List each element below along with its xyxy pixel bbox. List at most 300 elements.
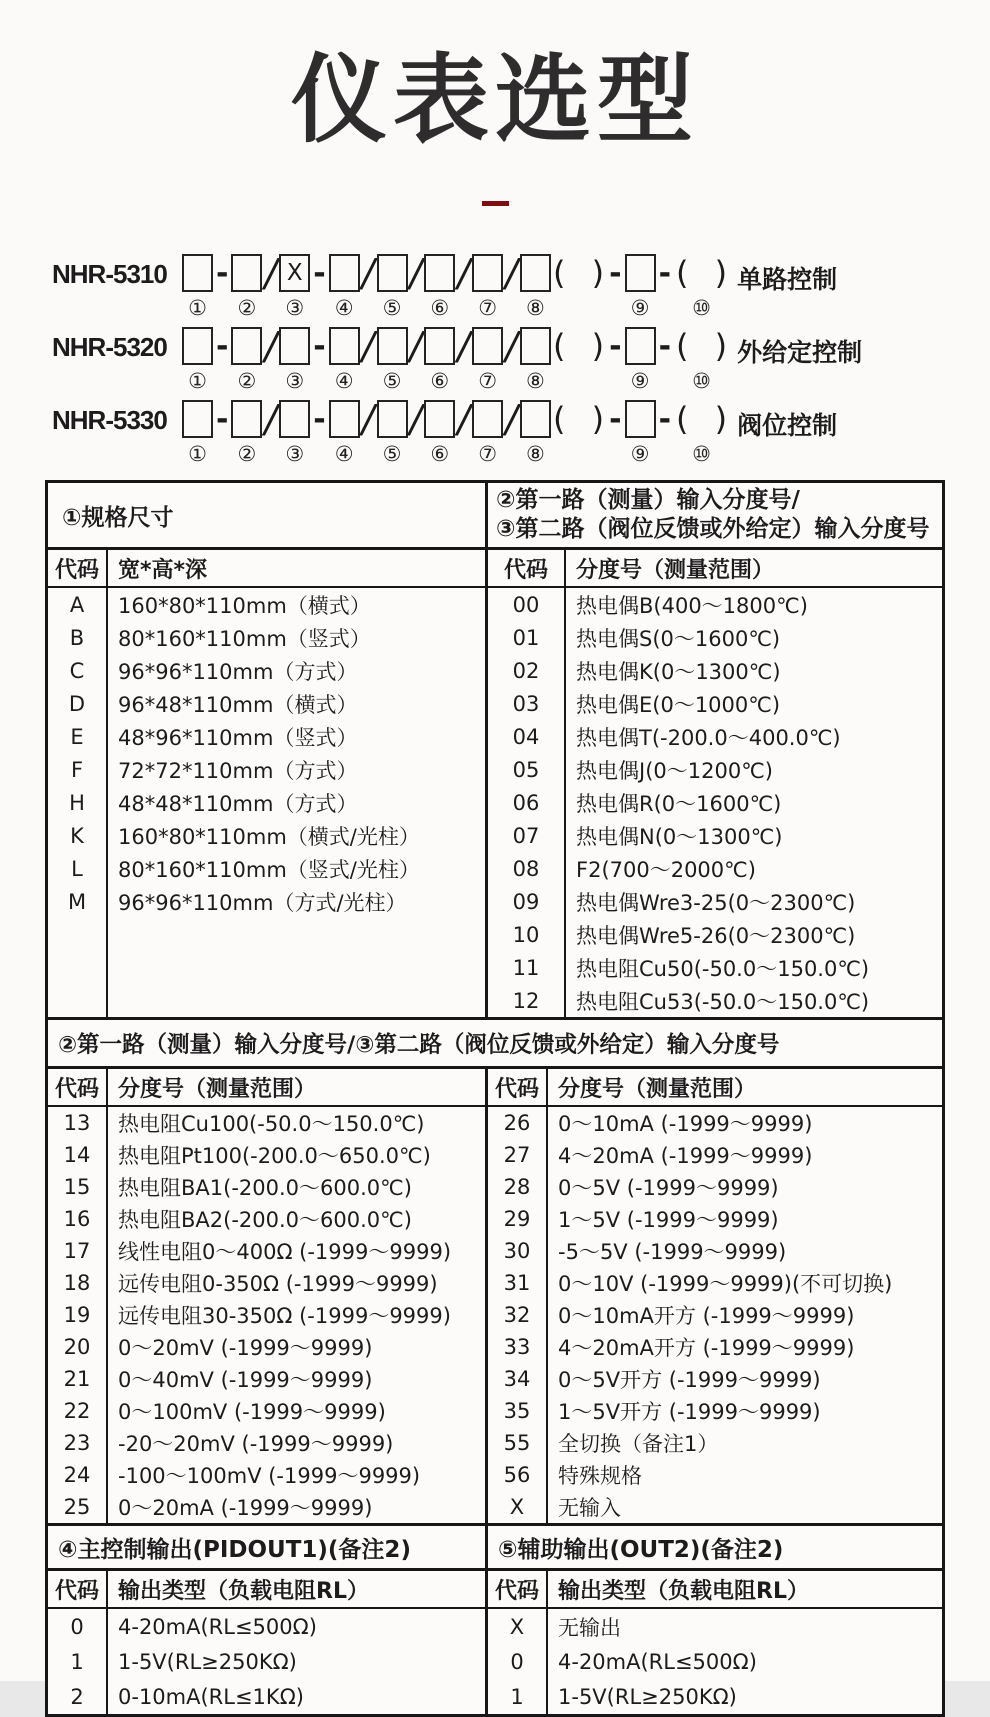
input-index-header-line2: ③第二路（阀位反馈或外给定）输入分度号 (496, 516, 930, 542)
code-column-header: 代码 (48, 1571, 108, 1607)
code-cell: 15 (48, 1171, 108, 1203)
circle-number: ④ (334, 296, 354, 320)
code-slot (377, 250, 408, 320)
code-slot (606, 396, 624, 466)
code-slot (360, 396, 377, 466)
code-slot (408, 323, 425, 393)
code-cell: 08 (488, 852, 566, 885)
code-slot (606, 323, 624, 393)
code-cell: 16 (48, 1203, 108, 1235)
code-cell: 14 (48, 1139, 108, 1171)
table-row (48, 852, 485, 885)
value-cell: 0～5V (-1999～9999) (558, 1176, 779, 1200)
code-slot (329, 323, 360, 393)
circle-number: ⑨ (630, 442, 650, 466)
slash-separator: / (361, 324, 375, 368)
table-row (488, 1363, 942, 1395)
code-slot (455, 323, 472, 393)
dash-separator: - (313, 401, 326, 437)
code-slot (424, 396, 455, 466)
slash-separator: / (264, 251, 278, 295)
code-slot (656, 323, 674, 393)
code-slot (279, 250, 310, 320)
dash-separator: - (216, 401, 229, 437)
table-row (48, 1491, 485, 1523)
code-slot (279, 323, 310, 393)
table-row (48, 720, 485, 753)
parentheses-slot: ( ) (676, 400, 728, 438)
value-column-header: 分度号（测量范围） (558, 1076, 757, 1102)
code-slot (360, 323, 377, 393)
code-box (231, 327, 262, 365)
code-slot (503, 250, 520, 320)
table-row (488, 654, 942, 687)
table-filler (48, 918, 485, 1017)
circle-number: ① (188, 442, 207, 466)
dash-separator: - (658, 328, 672, 364)
code-box (377, 254, 408, 292)
output-subtable-right (488, 1571, 942, 1714)
code-box (625, 400, 656, 438)
code-cell: 29 (488, 1203, 548, 1235)
value-cell: 热电阻Pt100(-200.0～650.0℃) (118, 1144, 431, 1168)
value-cell: 0～10mA (-1999～9999) (558, 1112, 813, 1136)
table-row (48, 1235, 485, 1267)
code-cell: 13 (48, 1107, 108, 1139)
table-row (488, 786, 942, 819)
circle-number: ④ (334, 442, 354, 466)
code-cell: 0 (488, 1644, 548, 1679)
code-cell: X (488, 1609, 548, 1644)
value-cell: 热电偶T(-200.0～400.0℃) (576, 725, 841, 750)
code-slot (674, 250, 729, 320)
code-cell: 01 (488, 621, 566, 654)
code-cell: C (48, 654, 108, 687)
value-column-header: 输出类型（负载电阻RL） (118, 1578, 369, 1604)
code-slot (472, 396, 503, 466)
slash-separator: / (505, 397, 518, 441)
input-subtable-2-left (48, 1069, 488, 1523)
table-row (488, 1491, 942, 1523)
code-cell: 28 (488, 1171, 548, 1203)
code-box (377, 400, 408, 438)
slash-separator: / (409, 324, 423, 368)
circle-number: ③ (285, 296, 305, 320)
value-cell: 0～40mV (-1999～9999) (118, 1368, 373, 1392)
value-column-header: 分度号（测量范围） (576, 557, 775, 583)
value-cell: 特殊规格 (558, 1464, 642, 1488)
circle-number: ③ (285, 442, 305, 466)
code-slot (520, 323, 551, 393)
code-box (520, 327, 551, 365)
code-cell: 06 (488, 786, 566, 819)
code-cell: 35 (488, 1395, 548, 1427)
code-slot (656, 396, 674, 466)
value-cell: 热电阻Cu100(-50.0～150.0℃) (118, 1112, 425, 1136)
code-cell: 02 (488, 654, 566, 687)
value-cell: 热电偶R(0～1600℃) (576, 791, 782, 816)
code-slot (213, 396, 231, 466)
code-cell: B (48, 621, 108, 654)
table-row (48, 1644, 485, 1679)
selection-table (45, 480, 945, 1717)
value-cell: 48*48*110mm（方式） (118, 791, 358, 816)
value-cell: -100～100mV (-1999～9999) (118, 1464, 421, 1488)
value-cell: 0～5V开方 (-1999～9999) (558, 1368, 821, 1392)
code-cell: 18 (48, 1267, 108, 1299)
parentheses-slot: ( ) (676, 327, 728, 365)
code-slot (503, 396, 520, 466)
code-cell: L (48, 852, 108, 885)
circle-number: ⑩ (692, 369, 711, 393)
input-index-section-banner: ②第一路（测量）输入分度号/③第二路（阀位反馈或外给定）输入分度号 (48, 1017, 942, 1066)
table-header-row (48, 550, 485, 588)
value-cell: 0～20mA (-1999～9999) (118, 1496, 373, 1520)
model-code-diagrams (52, 250, 862, 469)
value-cell: 96*96*110mm（方式） (118, 659, 358, 684)
code-slot (455, 250, 472, 320)
table-row (48, 1395, 485, 1427)
circle-number: ⑥ (430, 369, 450, 393)
code-cell: E (48, 720, 108, 753)
table-header-row (488, 550, 942, 588)
slash-separator: / (457, 397, 471, 441)
code-cell: 56 (488, 1459, 548, 1491)
value-cell: 热电偶Wre5-26(0～2300℃) (576, 923, 856, 948)
model-name: NHR-5330 (52, 405, 167, 435)
circle-number: ⑩ (692, 442, 711, 466)
table-row (488, 1609, 942, 1644)
code-cell: M (48, 885, 108, 918)
circle-number: ② (237, 442, 257, 466)
table-row (48, 1609, 485, 1644)
model-type-label: 外给定控制 (737, 338, 863, 367)
table-header-row (488, 1571, 942, 1609)
table-row (48, 1299, 485, 1331)
code-cell: 21 (48, 1363, 108, 1395)
value-cell: 48*96*110mm（竖式） (118, 725, 358, 750)
code-column-header: 代码 (488, 1069, 548, 1105)
code-column-header: 代码 (48, 550, 108, 586)
code-cell: 20 (48, 1331, 108, 1363)
code-column-header: 代码 (48, 1069, 108, 1105)
value-cell: 4～20mA开方 (-1999～9999) (558, 1336, 855, 1360)
code-slot (377, 323, 408, 393)
table-row (48, 1267, 485, 1299)
table-row (488, 588, 942, 621)
output-subtable-left (48, 1571, 488, 1714)
value-cell: -20～20mV (-1999～9999) (118, 1432, 394, 1456)
code-slot (262, 250, 279, 320)
code-box: X (279, 254, 310, 292)
code-cell: 55 (488, 1427, 548, 1459)
dash-separator: - (658, 255, 672, 291)
input-subtable-2-right (488, 1069, 942, 1523)
slash-separator: / (505, 324, 518, 368)
code-box (329, 327, 360, 365)
code-cell: D (48, 687, 108, 720)
code-box (329, 400, 360, 438)
value-cell: 热电偶Wre3-25(0～2300℃) (576, 890, 856, 915)
circle-number: ② (237, 369, 257, 393)
value-cell: 热电偶B(400～1800℃) (576, 593, 808, 618)
code-slot (310, 250, 328, 320)
value-cell: 热电偶E(0～1000℃) (576, 692, 781, 717)
code-slot (503, 323, 520, 393)
table-row (488, 753, 942, 786)
dash-separator: - (609, 328, 622, 364)
table-row (488, 1679, 942, 1714)
model-type-label: 阀位控制 (737, 411, 838, 440)
code-slot (231, 396, 262, 466)
code-slot (625, 250, 656, 320)
table-row (488, 1171, 942, 1203)
code-box (472, 327, 503, 365)
table-row (48, 885, 485, 918)
output-section (48, 1568, 942, 1714)
circle-number: ⑤ (382, 442, 402, 466)
table-row (488, 1107, 942, 1139)
code-slot (377, 396, 408, 466)
code-slot (656, 250, 674, 320)
slash-separator: / (409, 397, 423, 441)
code-box (182, 327, 213, 365)
table-row (48, 1363, 485, 1395)
value-cell: 热电阻Cu50(-50.0～150.0℃) (576, 956, 870, 981)
circle-number: ① (188, 296, 207, 320)
value-cell: 热电偶J(0～1200℃) (576, 758, 773, 783)
code-slot (625, 323, 656, 393)
value-column-header: 输出类型（负载电阻RL） (558, 1578, 809, 1604)
code-box (520, 400, 551, 438)
code-slot (551, 323, 606, 393)
code-slot (408, 396, 425, 466)
code-box (182, 400, 213, 438)
value-cell: 0～20mV (-1999～9999) (118, 1336, 373, 1360)
table-header-row (488, 1069, 942, 1107)
code-slot (551, 250, 606, 320)
value-cell: 远传电阻30-350Ω (-1999～9999) (118, 1304, 451, 1328)
value-cell: 无输入 (558, 1496, 621, 1520)
table-row (488, 621, 942, 654)
model-code-sequence (182, 250, 729, 320)
value-cell: 96*96*110mm（方式/光柱） (118, 890, 407, 915)
value-cell: 1-5V(RL≥250KΩ) (558, 1684, 737, 1709)
model-code-sequence (182, 396, 729, 466)
code-cell: 26 (488, 1107, 548, 1139)
value-column-header: 宽*高*深 (118, 557, 208, 583)
code-cell: F (48, 753, 108, 786)
circle-number: ⑩ (692, 296, 711, 320)
value-cell: 线性电阻0～400Ω (-1999～9999) (118, 1240, 452, 1264)
value-cell: F2(700～2000℃) (576, 857, 756, 882)
code-slot (310, 396, 328, 466)
code-slot (262, 396, 279, 466)
table-header-row (48, 1069, 485, 1107)
code-cell: 1 (48, 1644, 108, 1679)
table-row (488, 885, 942, 918)
circle-number: ⑥ (430, 442, 450, 466)
table-row (488, 918, 942, 951)
table-row (488, 1644, 942, 1679)
code-cell: 32 (488, 1299, 548, 1331)
table-row (48, 786, 485, 819)
table-row (48, 1203, 485, 1235)
code-slot (520, 396, 551, 466)
circle-number: ⑨ (630, 296, 650, 320)
code-box (472, 400, 503, 438)
dash-separator: - (313, 328, 326, 364)
model-code-sequence (182, 323, 729, 393)
main-output-header: ④主控制输出(PIDOUT1)(备注2) (48, 1526, 488, 1568)
table-row (48, 753, 485, 786)
title-underline-dash (482, 201, 509, 206)
table-row (488, 1395, 942, 1427)
model-row (52, 250, 862, 323)
code-slot (606, 250, 624, 320)
value-cell: 无输出 (558, 1615, 621, 1640)
table-row (48, 1679, 485, 1714)
code-cell: 12 (488, 984, 566, 1017)
code-slot (213, 323, 231, 393)
circle-number: ⑧ (526, 369, 545, 393)
code-box (279, 400, 310, 438)
code-cell: 10 (488, 918, 566, 951)
code-slot (520, 250, 551, 320)
circle-number: ② (237, 296, 257, 320)
table-row (488, 1331, 942, 1363)
table-row (48, 1171, 485, 1203)
code-cell: 07 (488, 819, 566, 852)
value-cell: 4～20mA (-1999～9999) (558, 1144, 813, 1168)
table-row (488, 1427, 942, 1459)
table-row (488, 1203, 942, 1235)
code-cell: 17 (48, 1235, 108, 1267)
value-cell: 全切换（备注1） (558, 1432, 719, 1456)
code-cell: 27 (488, 1139, 548, 1171)
code-slot (279, 396, 310, 466)
code-slot (329, 250, 360, 320)
table-row (488, 1139, 942, 1171)
code-slot (262, 323, 279, 393)
circle-number: ④ (334, 369, 354, 393)
dash-separator: - (216, 255, 229, 291)
slash-separator: / (457, 251, 471, 295)
table-row (488, 1459, 942, 1491)
input-index-header (488, 483, 942, 547)
table-row (48, 1427, 485, 1459)
slash-separator: / (457, 324, 471, 368)
value-cell: 热电阻BA1(-200.0～600.0℃) (118, 1176, 412, 1200)
code-cell: 24 (48, 1459, 108, 1491)
selection-table-header-row (48, 483, 942, 547)
circle-number: ⑤ (382, 296, 402, 320)
slash-separator: / (361, 251, 375, 295)
value-cell: 1～5V (-1999～9999) (558, 1208, 779, 1232)
table-row (488, 951, 942, 984)
code-slot (182, 250, 213, 320)
circle-number: ③ (285, 369, 305, 393)
table-row (48, 1139, 485, 1171)
code-cell: H (48, 786, 108, 819)
code-slot (360, 250, 377, 320)
code-slot (408, 250, 425, 320)
code-cell: 33 (488, 1331, 548, 1363)
code-box (279, 327, 310, 365)
code-slot (310, 323, 328, 393)
value-cell: 80*160*110mm（竖式/光柱） (118, 857, 420, 882)
value-cell: 热电偶N(0～1300℃) (576, 824, 783, 849)
slash-separator: / (505, 251, 518, 295)
circle-number: ⑧ (526, 442, 545, 466)
model-row (52, 323, 862, 396)
code-cell: K (48, 819, 108, 852)
code-slot (625, 396, 656, 466)
circle-number: ⑦ (478, 442, 498, 466)
code-cell: 23 (48, 1427, 108, 1459)
table-row (488, 1235, 942, 1267)
value-cell: 1-5V(RL≥250KΩ) (118, 1649, 297, 1674)
value-column-header: 分度号（测量范围） (118, 1076, 317, 1102)
code-box (182, 254, 213, 292)
code-cell: X (488, 1491, 548, 1523)
code-box (231, 400, 262, 438)
model-row (52, 396, 862, 469)
value-cell: 160*80*110mm（横式/光柱） (118, 824, 420, 849)
dash-separator: - (313, 255, 326, 291)
table-row (488, 1267, 942, 1299)
value-cell: 1～5V开方 (-1999～9999) (558, 1400, 821, 1424)
code-box (424, 327, 455, 365)
value-cell: 80*160*110mm（竖式） (118, 626, 371, 651)
code-box (472, 254, 503, 292)
output-header-row (48, 1523, 942, 1568)
code-cell: 19 (48, 1299, 108, 1331)
code-cell: 34 (488, 1363, 548, 1395)
code-cell: 09 (488, 885, 566, 918)
table-row (48, 588, 485, 621)
dash-separator: - (609, 255, 622, 291)
code-cell: 22 (48, 1395, 108, 1427)
code-slot (182, 323, 213, 393)
code-slot (231, 323, 262, 393)
circle-number: ⑧ (526, 296, 545, 320)
spec-and-input-section (48, 547, 942, 1017)
code-cell: 05 (488, 753, 566, 786)
input-index-header-line1: ②第一路（测量）输入分度号/ (496, 487, 800, 513)
code-box (231, 254, 262, 292)
table-row (48, 1331, 485, 1363)
parentheses-slot: ( ) (552, 254, 605, 292)
dash-separator: - (609, 401, 622, 437)
code-cell: 1 (488, 1679, 548, 1714)
table-row (48, 1459, 485, 1491)
table-header-row (48, 1571, 485, 1609)
slash-separator: / (361, 397, 375, 441)
code-box (329, 254, 360, 292)
value-cell: 0～10V (-1999～9999)(不可切换) (558, 1272, 893, 1296)
table-row (48, 1107, 485, 1139)
aux-output-header: ⑤辅助输出(OUT2)(备注2) (498, 1537, 784, 1563)
page-title: 仪表选型 (291, 44, 699, 156)
code-cell: A (48, 588, 108, 621)
table-row (48, 621, 485, 654)
value-cell: 72*72*110mm（方式） (118, 758, 358, 783)
parentheses-slot: ( ) (676, 254, 728, 292)
code-cell: 03 (488, 687, 566, 720)
circle-number: ⑤ (382, 369, 402, 393)
value-cell: 热电阻BA2(-200.0～600.0℃) (118, 1208, 412, 1232)
